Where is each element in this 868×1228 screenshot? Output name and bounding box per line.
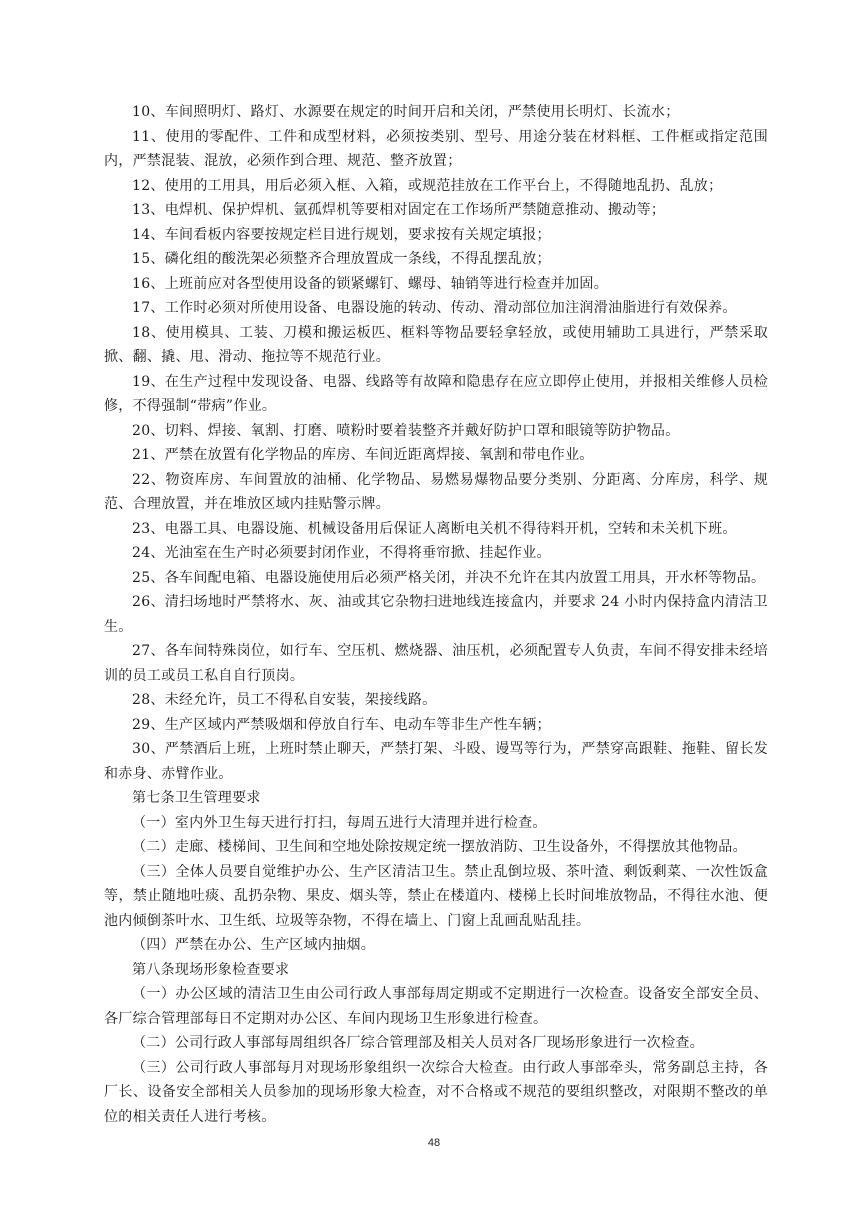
- paragraph: （一）室内外卫生每天进行打扫，每周五进行大清理并进行检查。: [132, 814, 547, 831]
- paragraph: 16、上班前应对各型使用设备的锁紧螺钉、螺母、轴销等进行检查并加固。: [132, 275, 609, 292]
- paragraph: 10、车间照明灯、路灯、水源要在规定的时间开启和关闭，严禁使用长明灯、长流水；: [132, 104, 680, 120]
- paragraph: 第八条现场形象检查要求: [132, 961, 290, 978]
- paragraph: 15、磷化组的酸洗架必须整齐合理放置成一条线，不得乱摆乱放；: [132, 251, 551, 267]
- paragraph: 23、电器工具、电器设施、机械设备用后保证人离断电关机不得待料开机，空转和未关机下班。: [132, 520, 737, 537]
- paragraph: 27、各车间特殊岗位，如行车、空压机、燃烧器、油压机，必须配置专人负责，车间不得安排未经培训的员工或员工私自自行顶岗。: [104, 643, 768, 684]
- paragraph: 28、未经允许，员工不得私自安装，架接线路。: [132, 692, 437, 708]
- paragraph: （二）公司行政人事部每周组织各厂综合管理部及相关人员对各厂现场形象进行一次检查。: [132, 1035, 704, 1051]
- paragraph: （四）严禁在办公、生产区域内抽烟。: [132, 937, 376, 953]
- paragraph: （三）公司行政人事部每月对现场形象组织一次综合大检查。由行政人事部牵头，常务副总主持，各厂长、设备安全部相关人员参加的现场形象大检查，对不合格或不规范的要组织整改，对限期不整改的单位的相关责任人进行考核。: [104, 1059, 768, 1125]
- paragraph: 22、物资库房、车间置放的油桶、化学物品、易燃易爆物品要分类别、分距离、分库房，科学、规范、合理放置，并在堆放区域内挂贴警示牌。: [104, 471, 768, 512]
- paragraph: 24、光油室在生产时必须要封闭作业，不得将垂帘掀、挂起作业。: [132, 545, 551, 561]
- paragraph: （二）走廊、楼梯间、卫生间和空地处除按规定统一摆放消防、卫生设备外，不得摆放其他物品。: [132, 839, 747, 855]
- paragraph: 13、电焊机、保护焊机、氩孤焊机等要相对固定在工作场所严禁随意推动、搬动等；: [132, 202, 666, 218]
- paragraph: 30、严禁酒后上班，上班时禁止聊天，严禁打架、斗殴、谩骂等行为，严禁穿高跟鞋、拖鞋、留长发和赤身、赤臂作业。: [104, 741, 768, 782]
- paragraph: 18、使用模具、工装、刀模和搬运板匹、框料等物品要轻拿轻放，或使用辅助工具进行，严禁采取掀、翻、撬、甩、滑动、拖拉等不规范行业。: [104, 324, 768, 365]
- paragraph: （一）办公区域的清洁卫生由公司行政人事部每周定期或不定期进行一次检查。设备安全部安全员、各厂综合管理部每日不定期对办公区、车间内现场卫生形象进行检查。: [104, 986, 768, 1027]
- paragraph: 12、使用的工用具，用后必须入框、入箱，或规范挂放在工作平台上，不得随地乱扔、乱放；: [132, 177, 723, 194]
- paragraph: 17、工作时必须对所使用设备、电器设施的转动、传动、滑动部位加注润滑油脂进行有效保养。: [132, 300, 737, 316]
- document-body: [104, 100, 768, 1129]
- paragraph: 26、清扫场地时严禁将水、灰、油或其它杂物扫进地线连接盒内，并要求 24 小时内保持盒内清洁卫生。: [104, 594, 768, 635]
- paragraph: 14、车间看板内容要按规定栏目进行规划，要求按有关规定填报；: [132, 226, 551, 243]
- paragraph: （三）全体人员要自觉维护办公、生产区清洁卫生。禁止乱倒垃圾、茶叶渣、剩饭剩菜、一次性饭盒等，禁止随地吐痰、乱扔杂物、果皮、烟头等，禁止在楼道内、楼梯上长时间堆放物品，不得往水池、便池内倾倒茶叶水、卫生纸、垃圾等杂物，不得在墙上、门窗上乱画乱贴乱挂。: [104, 863, 768, 929]
- paragraph: 11、使用的零配件、工件和成型材料，必须按类别、型号、用途分装在材料框、工件框或指定范围内，严禁混装、混放，必须作到合理、规范、整齐放置；: [104, 128, 768, 169]
- paragraph: 29、生产区域内严禁吸烟和停放自行车、电动车等非生产性车辆；: [132, 716, 551, 733]
- paragraph: 21、严禁在放置有化学物品的库房、车间近距离焊接、氧割和带电作业。: [132, 447, 594, 463]
- paragraph: 20、切料、焊接、氧割、打磨、喷粉时要着装整齐并戴好防护口罩和眼镜等防护物品。: [132, 422, 680, 439]
- paragraph: 第七条卫生管理要求: [132, 790, 261, 806]
- page-number: 48: [427, 1137, 441, 1149]
- paragraph: 25、各车间配电箱、电器设施使用后必须严格关闭，并决不允许在其内放置工用具，开水杯等物品。: [132, 569, 766, 586]
- paragraph: 19、在生产过程中发现设备、电器、线路等有故障和隐患存在应立即停止使用，并报相关维修人员检修，不得强制“带病”作业。: [104, 373, 768, 414]
